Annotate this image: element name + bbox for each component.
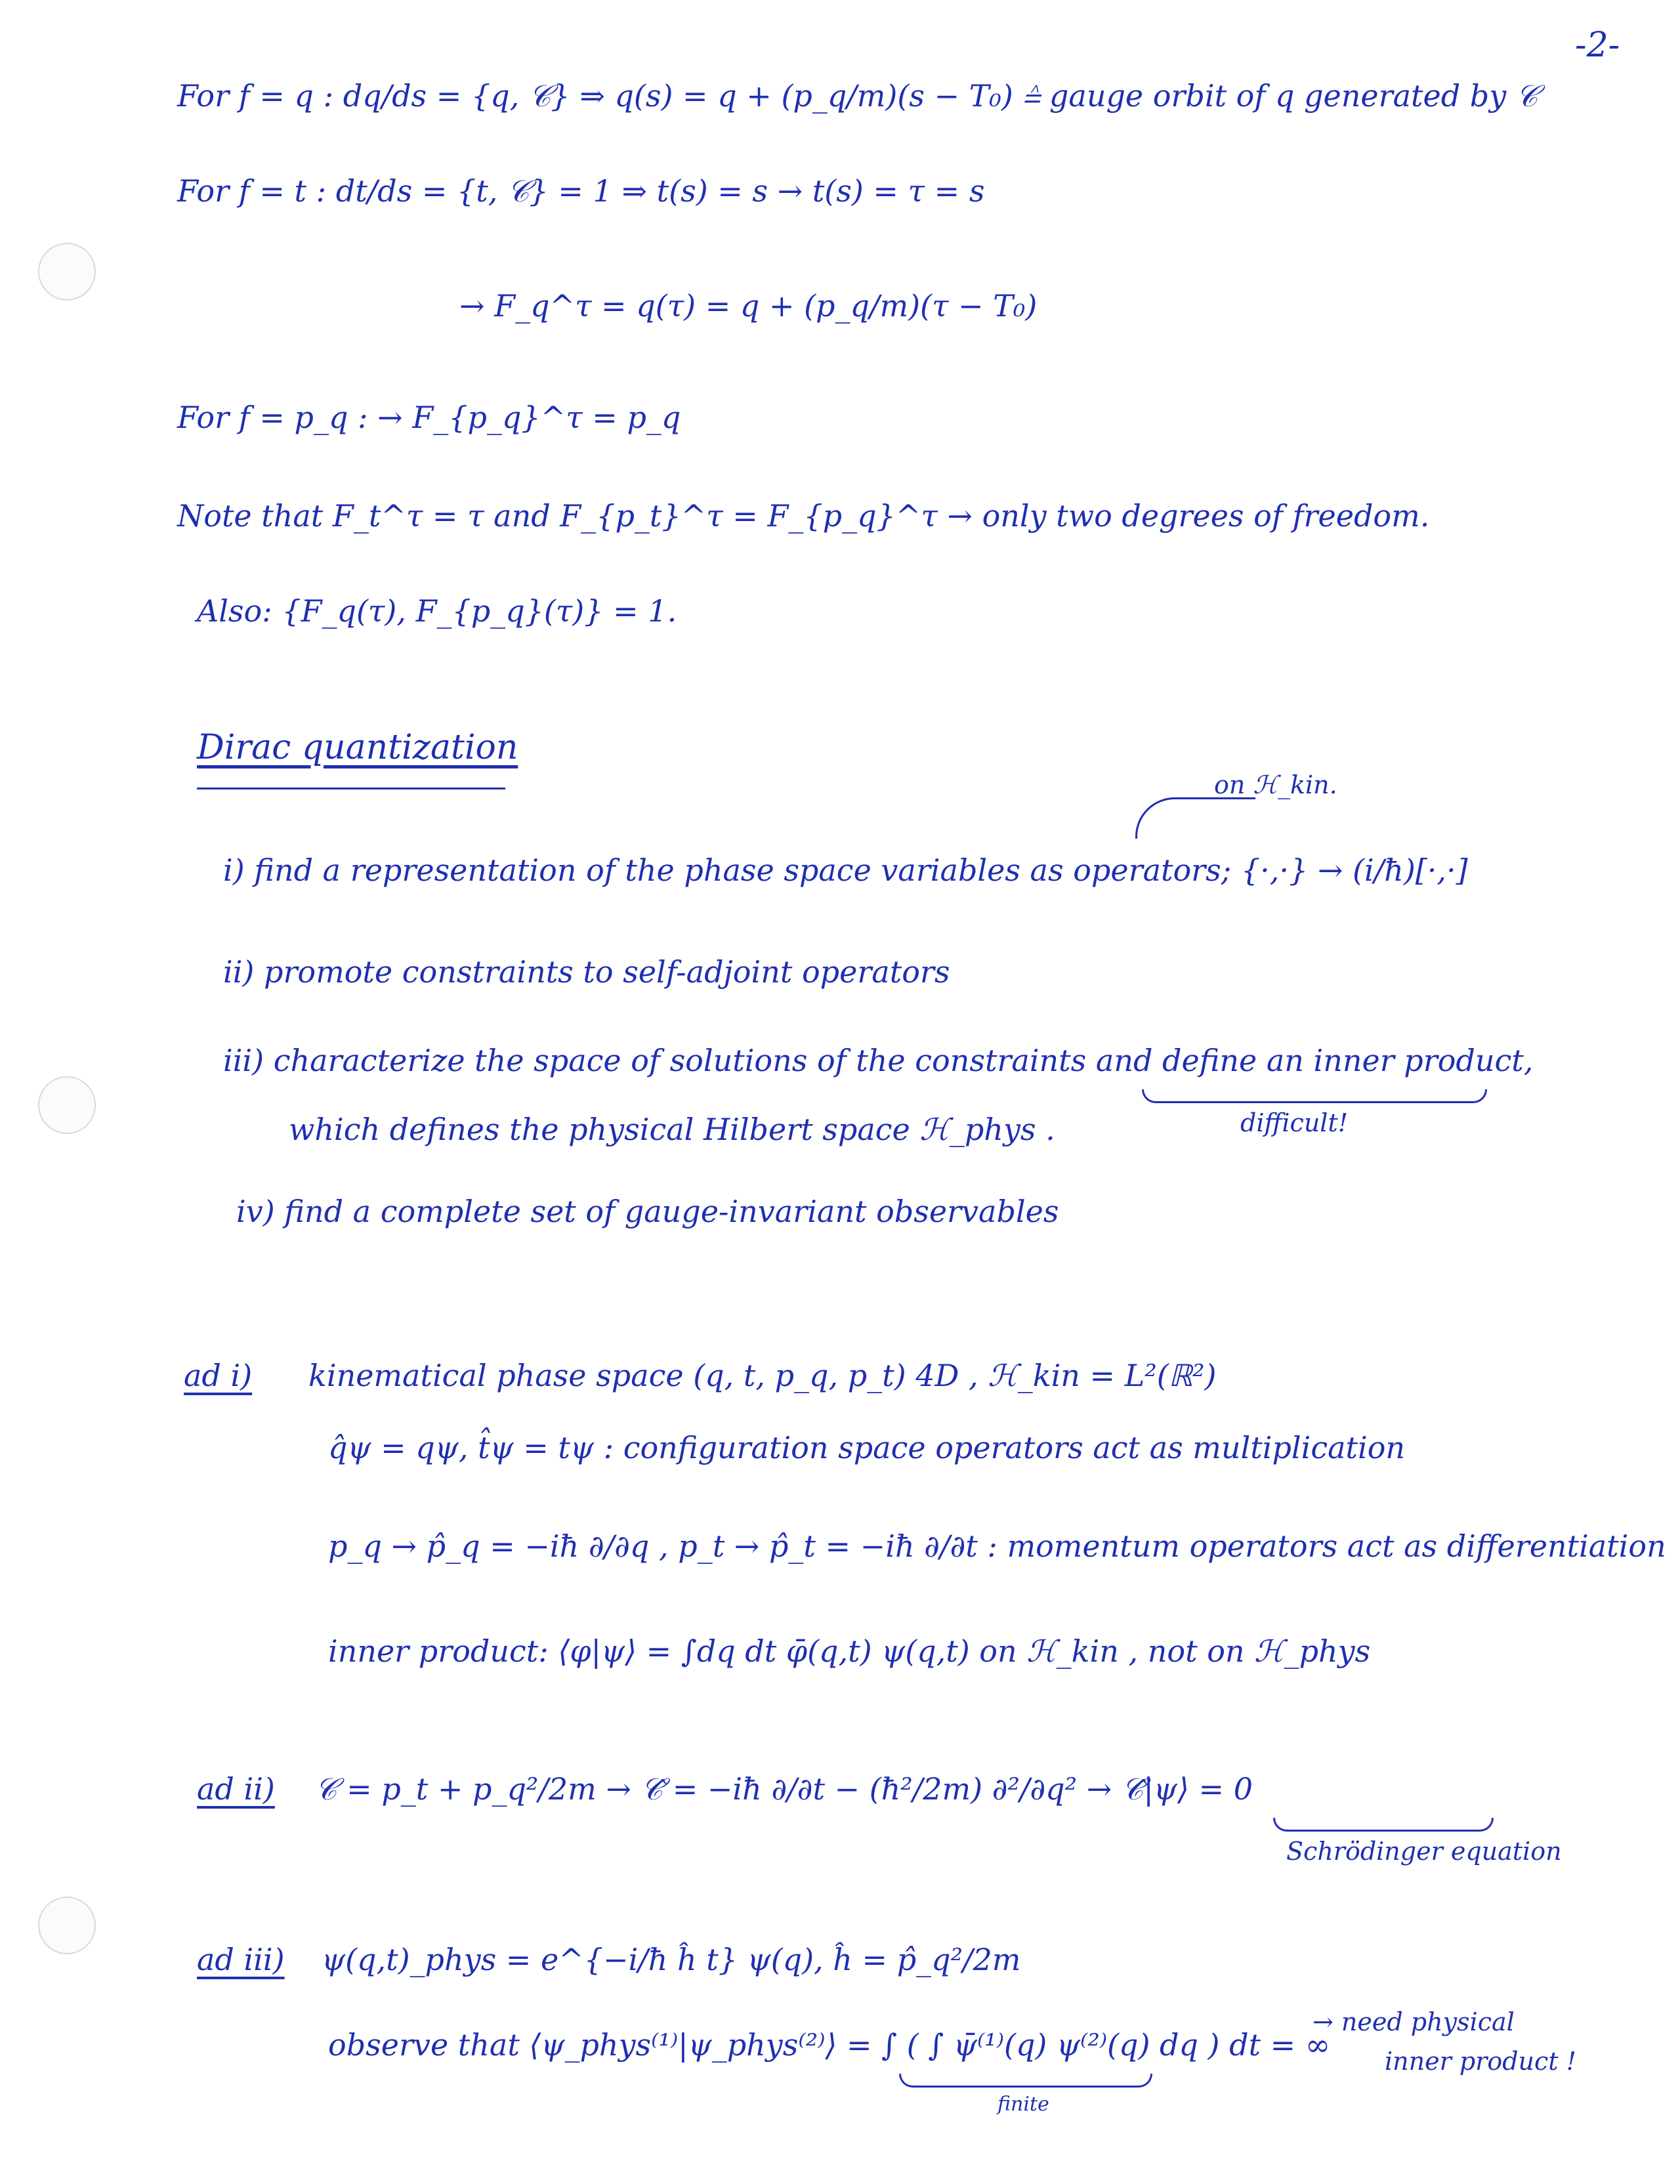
ad-ii-label: ad ii) (197, 1771, 275, 1807)
heading-underline (197, 788, 505, 789)
section-heading: Dirac quantization (197, 728, 518, 767)
ad-iii-observe: observe that ⟨ψ_phys⁽¹⁾|ψ_phys⁽²⁾⟩ = ∫ ( ∫ ψ̄⁽¹⁾(q) ψ⁽²⁾(q) dq ) dt = ∞ (328, 2027, 1331, 2063)
note-need-physical: → need physical (1312, 2007, 1515, 2036)
binder-hole-bottom (38, 1897, 96, 1954)
brace-define-inner-product (1142, 1089, 1487, 1103)
step-ii: ii) promote constraints to self-adjoint operators (223, 954, 950, 990)
ad-i-momentum-ops: p_q → p̂_q = −iħ ∂/∂q , p_t → p̂_t = −iħ ∂/∂t : momentum operators act as differentiation (328, 1528, 1666, 1564)
line-note-degrees: Note that F_t^τ = τ and F_{p_t}^τ = F_{p_q}^τ → only two degrees of freedom. (177, 498, 1430, 534)
line-f-equals-q: For f = q : dq/ds = {q, 𝒞} ⇒ q(s) = q + (p_q/m)(s − T₀) ≙ gauge orbit of q generated by 𝒞 (177, 78, 1538, 114)
note-on-hkin: on ℋ_kin. (1214, 770, 1337, 799)
binder-hole-middle (38, 1076, 96, 1134)
brace-finite (899, 2074, 1152, 2088)
ad-i-label: ad i) (184, 1358, 253, 1393)
note-schrodinger-equation: Schrödinger equation (1286, 1837, 1562, 1866)
line-fq-tau: → F_q^τ = q(τ) = q + (p_q/m)(τ − T₀) (459, 288, 1038, 324)
note-inner-product: inner product ! (1385, 2047, 1576, 2076)
brace-schrodinger (1273, 1818, 1494, 1832)
note-difficult: difficult! (1240, 1108, 1349, 1137)
binder-hole-top (38, 243, 96, 301)
step-iii-continued: which defines the physical Hilbert space ℋ_phys . (289, 1112, 1055, 1147)
ad-i-phase-space: kinematical phase space (q, t, p_q, p_t) 4D , ℋ_kin = L²(ℝ²) (308, 1358, 1217, 1393)
step-i: i) find a representation of the phase space variables as operators; {·,·} → (i/ħ)[·,·] (223, 852, 1468, 888)
note-finite: finite (998, 2093, 1049, 2116)
line-f-equals-t: For f = t : dt/ds = {t, 𝒞} = 1 ⇒ t(s) = s → t(s) = τ = s (177, 173, 985, 209)
step-iii: iii) characterize the space of solutions of the constraints and define an inner product, (223, 1043, 1534, 1078)
step-iv: iv) find a complete set of gauge-invariant observables (236, 1194, 1059, 1229)
note-arrow (1135, 797, 1255, 839)
ad-i-position-ops: q̂ψ = qψ, t̂ψ = tψ : configuration space operators act as multiplication (328, 1430, 1406, 1465)
ad-ii-constraint: 𝒞 = p_t + p_q²/2m → 𝒞̂ = −iħ ∂/∂t − (ħ²/2m) ∂²/∂q² → 𝒞̂|ψ⟩ = 0 (315, 1771, 1253, 1807)
ad-i-inner-product: inner product: ⟨φ|ψ⟩ = ∫dq dt φ̄(q,t) ψ(q,t) on ℋ_kin , not on ℋ_phys (328, 1633, 1371, 1669)
ad-iii-label: ad iii) (197, 1942, 285, 1977)
line-also-bracket: Also: {F_q(τ), F_{p_q}(τ)} = 1. (197, 593, 677, 629)
page-number: -2- (1575, 26, 1620, 65)
ad-iii-physical-state: ψ(q,t)_phys = e^{−i/ħ ĥ t} ψ(q), ĥ = p̂_q²/2m (322, 1942, 1021, 1977)
line-f-equals-pq: For f = p_q : → F_{p_q}^τ = p_q (177, 400, 681, 435)
